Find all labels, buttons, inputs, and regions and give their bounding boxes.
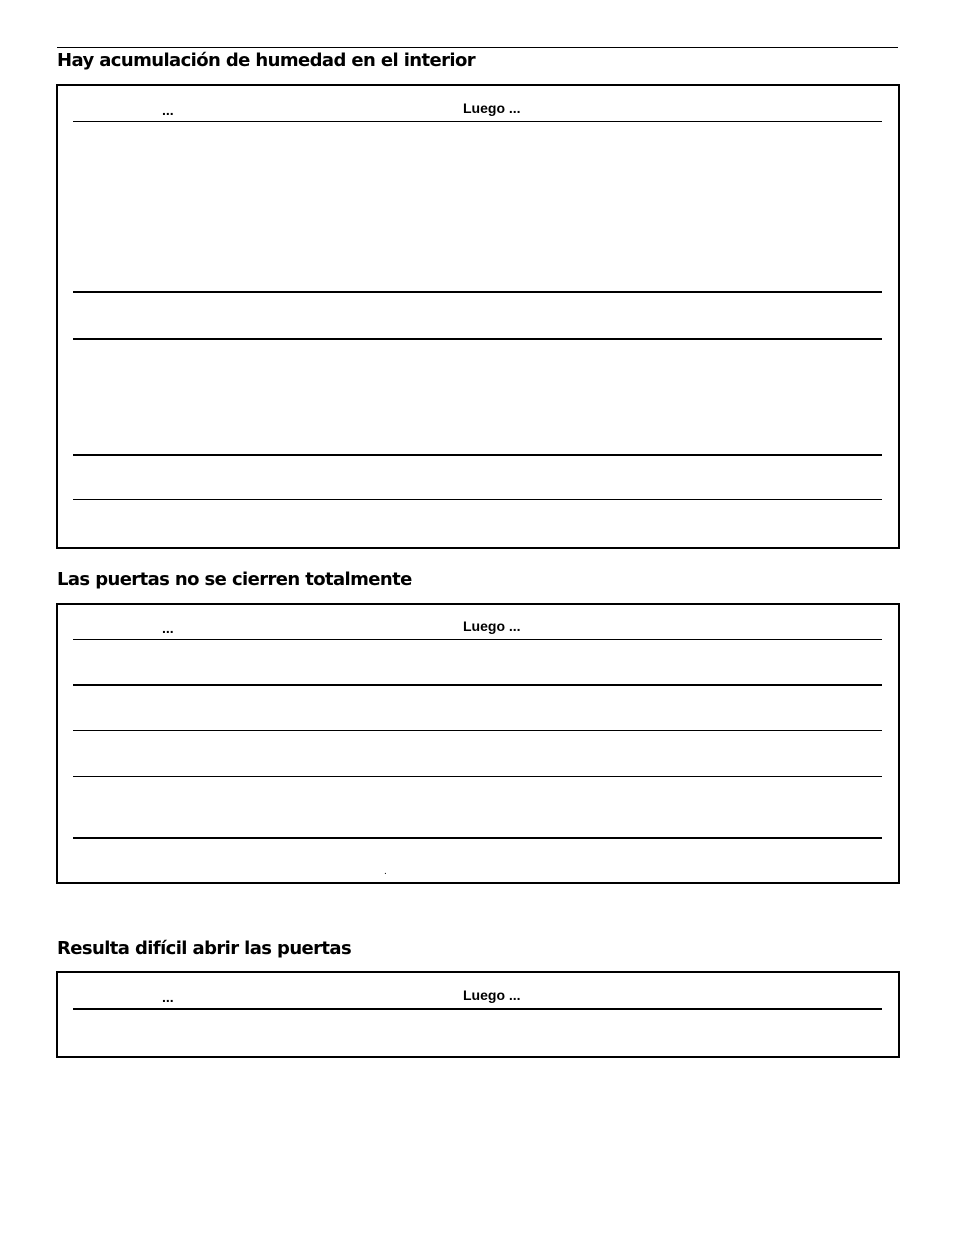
section-title-humidity: Hay acumulación de humedad en el interior	[57, 50, 476, 71]
column-header-if: ...	[162, 102, 174, 118]
column-header-if: ...	[162, 620, 174, 636]
column-header-if: ...	[162, 989, 174, 1005]
section-title-doors-hard-to-open: Resulta difícil abrir las puertas	[57, 938, 352, 959]
top-rule	[57, 47, 898, 48]
footnote-mark: .	[384, 866, 387, 877]
row-divider	[73, 776, 882, 777]
section-title-doors-not-closing: Las puertas no se cierren totalmente	[57, 569, 412, 590]
troubleshoot-table-doors-hard-to-open	[56, 971, 900, 1058]
column-header-then: Luego ...	[463, 987, 521, 1003]
row-divider	[73, 499, 882, 500]
header-rule	[73, 1008, 882, 1010]
row-divider	[73, 684, 882, 686]
row-divider	[73, 338, 882, 340]
header-rule	[73, 639, 882, 640]
header-rule	[73, 121, 882, 122]
troubleshoot-table-humidity	[56, 84, 900, 549]
row-divider	[73, 291, 882, 293]
column-header-then: Luego ...	[463, 618, 521, 634]
row-divider	[73, 730, 882, 731]
row-divider	[73, 454, 882, 456]
row-divider	[73, 837, 882, 839]
column-header-then: Luego ...	[463, 100, 521, 116]
troubleshoot-table-doors-not-closing	[56, 603, 900, 884]
